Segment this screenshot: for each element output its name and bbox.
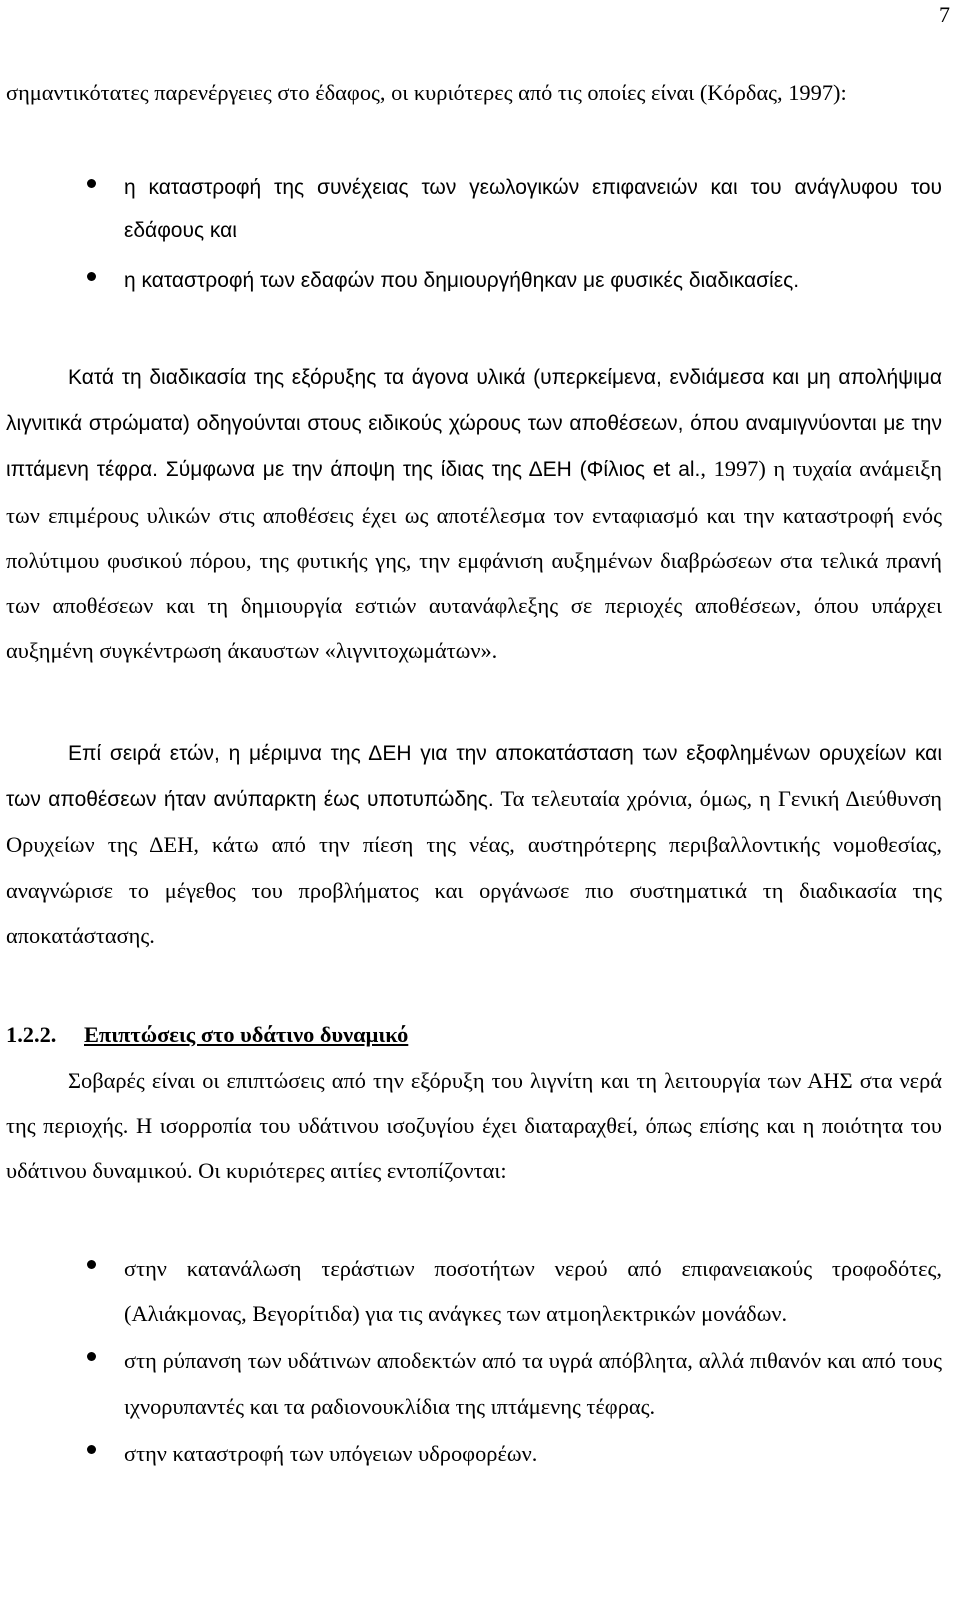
bullet-icon — [87, 179, 96, 188]
bullet-icon — [87, 1260, 96, 1269]
bullet-icon — [87, 1352, 96, 1361]
list-item — [0, 259, 960, 302]
list-item — [0, 166, 960, 252]
list-item — [0, 1338, 960, 1428]
deposits-text-part2: , 1997) η τυχαία ανάμειξη των επιμέρους υλικών στις αποθέσεις έχει ως αποτέλεσμα τον ενταφιασμό και την καταστροφή ενός πολύτιμου φυσικού πόρου, της φυτικής γης, την εμφάνιση αυξημένων διαβρώσεων στα τελικά πρανή των αποθέσεων και τη δημιουργία εστιών αυτανάφλεξης σε περιοχές αποθέσεων, όπου υπάρχει αυξημένη συγκέντρωση άκαυστων «λιγνιτοχωμάτων». — [6, 456, 942, 664]
deposits-paragraph — [6, 354, 942, 673]
impacts-list — [0, 166, 960, 302]
bullet-icon — [87, 1445, 96, 1454]
bullet-icon — [87, 272, 96, 281]
list-item — [0, 1246, 960, 1336]
deposits-text-part1: Κατά τη διαδικασία της εξόρυξης τα άγονα υλικά (υπερκείμενα, ενδιάμεσα και μη απολήψιμα λιγνιτικά στρώματα) οδηγούνται στους ειδικούς χώρους των αποθέσεων, όπου αναμιγνύονται με την ιπτάμενη τέφρα. Σύμφωνα με την άποψη της ίδιας της ΔΕΗ (Φίλιος et al. — [6, 366, 942, 482]
section-title: Επιπτώσεις στο υδάτινο δυναμικό — [84, 1022, 409, 1047]
water-text: Σοβαρές είναι οι επιπτώσεις από την εξόρυξη του λιγνίτη και τη λειτουργία των ΑΗΣ στα νερά της περιοχής. Η ισορροπία του υδάτινου ισοζυγίου έχει διαταραχθεί, όπως επίσης και η ποιότητα του υδάτινου δυναμικού. Οι κυριότερες αιτίες εντοπίζονται: — [6, 1068, 942, 1184]
list-item-text: η καταστροφή των εδαφών που δημιουργήθηκαν με φυσικές διαδικασίες. — [124, 269, 800, 292]
intro-text: σημαντικότατες παρενέργειες στο έδαφος, οι κυριότερες από τις οποίες είναι (Κόρδας, 1997): — [6, 80, 847, 105]
rehabilitation-paragraph — [6, 730, 942, 958]
water-paragraph — [6, 1058, 942, 1194]
section-heading — [6, 1012, 408, 1057]
list-item-text: στην καταστροφή των υπόγειων υδροφορέων. — [124, 1440, 538, 1466]
list-item-text: στη ρύπανση των υδάτινων αποδεκτών από τα υγρά απόβλητα, αλλά πιθανόν και από τους ιχνορυπαντές και τα ραδιονουκλίδια της ιπτάμενης τέφρας. — [124, 1348, 942, 1419]
intro-paragraph — [6, 70, 942, 115]
list-item-text: η καταστροφή της συνέχειας των γεωλογικών επιφανειών και του ανάγλυφου του εδάφους και — [124, 176, 942, 242]
rehabilitation-text-part2: Τα τελευταία χρόνια, όμως, η Γενική Διεύθυνση Ορυχείων της ΔΕΗ, κάτω από την πίεση της νέας, αυστηρότερης περιβαλλοντικής νομοθεσίας, αναγνώρισε το μέγεθος του προβλήματος και οργάνωσε πιο συστηματικά τη διαδικασία της αποκατάστασης. — [6, 786, 942, 948]
list-item-text: στην κατανάλωση τεράστιων ποσοτήτων νερού από επιφανειακούς τροφοδότες, (Αλιάκμονας, Βεγορίτιδα) για τις ανάγκες των ατμοηλεκτρικών μονάδων. — [124, 1256, 942, 1327]
page-number: 7 — [939, 2, 950, 27]
section-number: 1.2.2. — [6, 1022, 57, 1047]
rehabilitation-text-part1: Επί σειρά ετών, η μέριμνα της ΔΕΗ για την αποκατάσταση των εξοφλημένων ορυχείων και των αποθέσεων ήταν ανύπαρκτη έως υποτυπώδης. — [6, 742, 942, 812]
list-item — [0, 1431, 960, 1476]
causes-list — [0, 1246, 960, 1476]
